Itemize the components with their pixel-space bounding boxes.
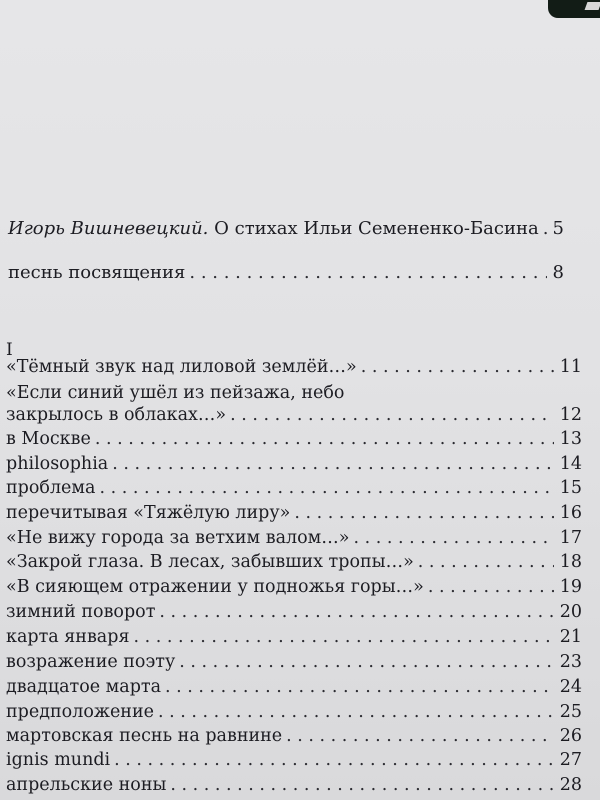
toc-entry — [6, 477, 582, 499]
section-heading: I — [6, 340, 13, 360]
toc-page-number: 12 — [559, 405, 582, 425]
toc-page-number: 19 — [559, 577, 582, 597]
dot-leader — [133, 626, 553, 648]
toc-entry-title: ignis mundi — [6, 750, 111, 770]
toc-entry — [6, 749, 582, 771]
toc-entry-title: возражение поэту — [6, 652, 176, 672]
toc-entry — [6, 626, 582, 648]
dot-leader — [99, 477, 553, 499]
dot-leader — [230, 404, 554, 426]
dot-leader — [170, 774, 553, 796]
toc-entry — [6, 551, 582, 573]
toc-page-number: 15 — [559, 478, 582, 498]
toc-entry — [6, 453, 582, 475]
toc-page-number: 20 — [559, 602, 582, 622]
toc-entry-title: «Не вижу города за ветхим валом…» — [6, 528, 350, 548]
dot-leader — [353, 527, 553, 549]
toc-entry-title: Игорь Вишневецкий. О стихах Ильи Семененко-Басина — [8, 218, 539, 239]
dot-leader — [165, 676, 554, 698]
toc-entry-title: карта января — [6, 627, 130, 647]
toc-entry-title: двадцатое марта — [6, 677, 162, 697]
toc-entry — [6, 356, 582, 378]
toc-page-number: 8 — [552, 262, 564, 283]
toc-page-number: 26 — [559, 726, 582, 746]
toc-entry-title: в Москве — [6, 429, 91, 449]
toc-entry-title: «Тёмный звук над лиловой землёй…» — [6, 357, 357, 377]
toc-entry — [6, 725, 582, 747]
dot-leader — [112, 453, 553, 475]
toc-page-number: 21 — [559, 627, 582, 647]
toc-page-number: 16 — [559, 503, 582, 523]
toc-entry — [6, 502, 582, 524]
dot-leader — [418, 551, 554, 573]
toc-entry — [6, 774, 582, 796]
toc-page-number: 13 — [559, 429, 582, 449]
dot-leader — [95, 428, 554, 450]
toc-entry-title: philosophia — [6, 454, 109, 474]
toc-entry — [6, 701, 582, 723]
toc-page-number: 5 — [552, 218, 564, 239]
toc-entry-title: предположение — [6, 702, 154, 722]
toc-entry-title: песнь посвящения — [8, 262, 186, 283]
toc-entry-title: «В сияющем отражении у подножья горы…» — [6, 577, 424, 597]
dot-leader — [159, 601, 553, 623]
dot-leader — [179, 651, 553, 673]
dot-leader — [428, 576, 554, 598]
dot-leader — [294, 502, 553, 524]
toc-entry — [6, 404, 582, 426]
dot-leader — [361, 356, 554, 378]
toc-page-number: 23 — [559, 652, 582, 672]
toc-entry-title: мартовская песнь на равнине — [6, 726, 283, 746]
toc-page-number: 25 — [559, 702, 582, 722]
toc-entry-title: апрельские ноны — [6, 775, 167, 795]
toc-entry — [6, 651, 582, 673]
toc-entry — [6, 428, 582, 450]
toc-page-number: 11 — [559, 357, 582, 377]
toc-page-number: 28 — [559, 775, 582, 795]
toc-page-number: 17 — [559, 528, 582, 548]
toc-entry-title: «Закрой глаза. В лесах, забывших тропы…» — [6, 552, 414, 572]
toc-entry-title: зимний поворот — [6, 602, 156, 622]
toc-entry — [6, 601, 582, 623]
dot-leader — [114, 749, 554, 771]
toc-entry-title: закрылось в облаках…» — [6, 405, 227, 425]
toc-page-number: 24 — [559, 677, 582, 697]
toc-entry-title-first-line: «Если синий ушёл из пейзажа, небо — [6, 383, 345, 403]
dot-leader — [158, 701, 554, 723]
toc-entry-title: проблема — [6, 478, 96, 498]
toc-page-number: 18 — [559, 552, 582, 572]
toc-entry — [6, 676, 582, 698]
toc-entry — [6, 576, 582, 598]
toc-entry — [6, 527, 582, 549]
toc-entry-author: Игорь Вишневецкий. — [8, 218, 209, 239]
toc-entry-title: перечитывая «Тяжёлую лиру» — [6, 503, 291, 523]
toc-page-number: 14 — [559, 454, 582, 474]
dot-leader — [286, 725, 554, 747]
toc-page-number: 27 — [559, 750, 582, 770]
